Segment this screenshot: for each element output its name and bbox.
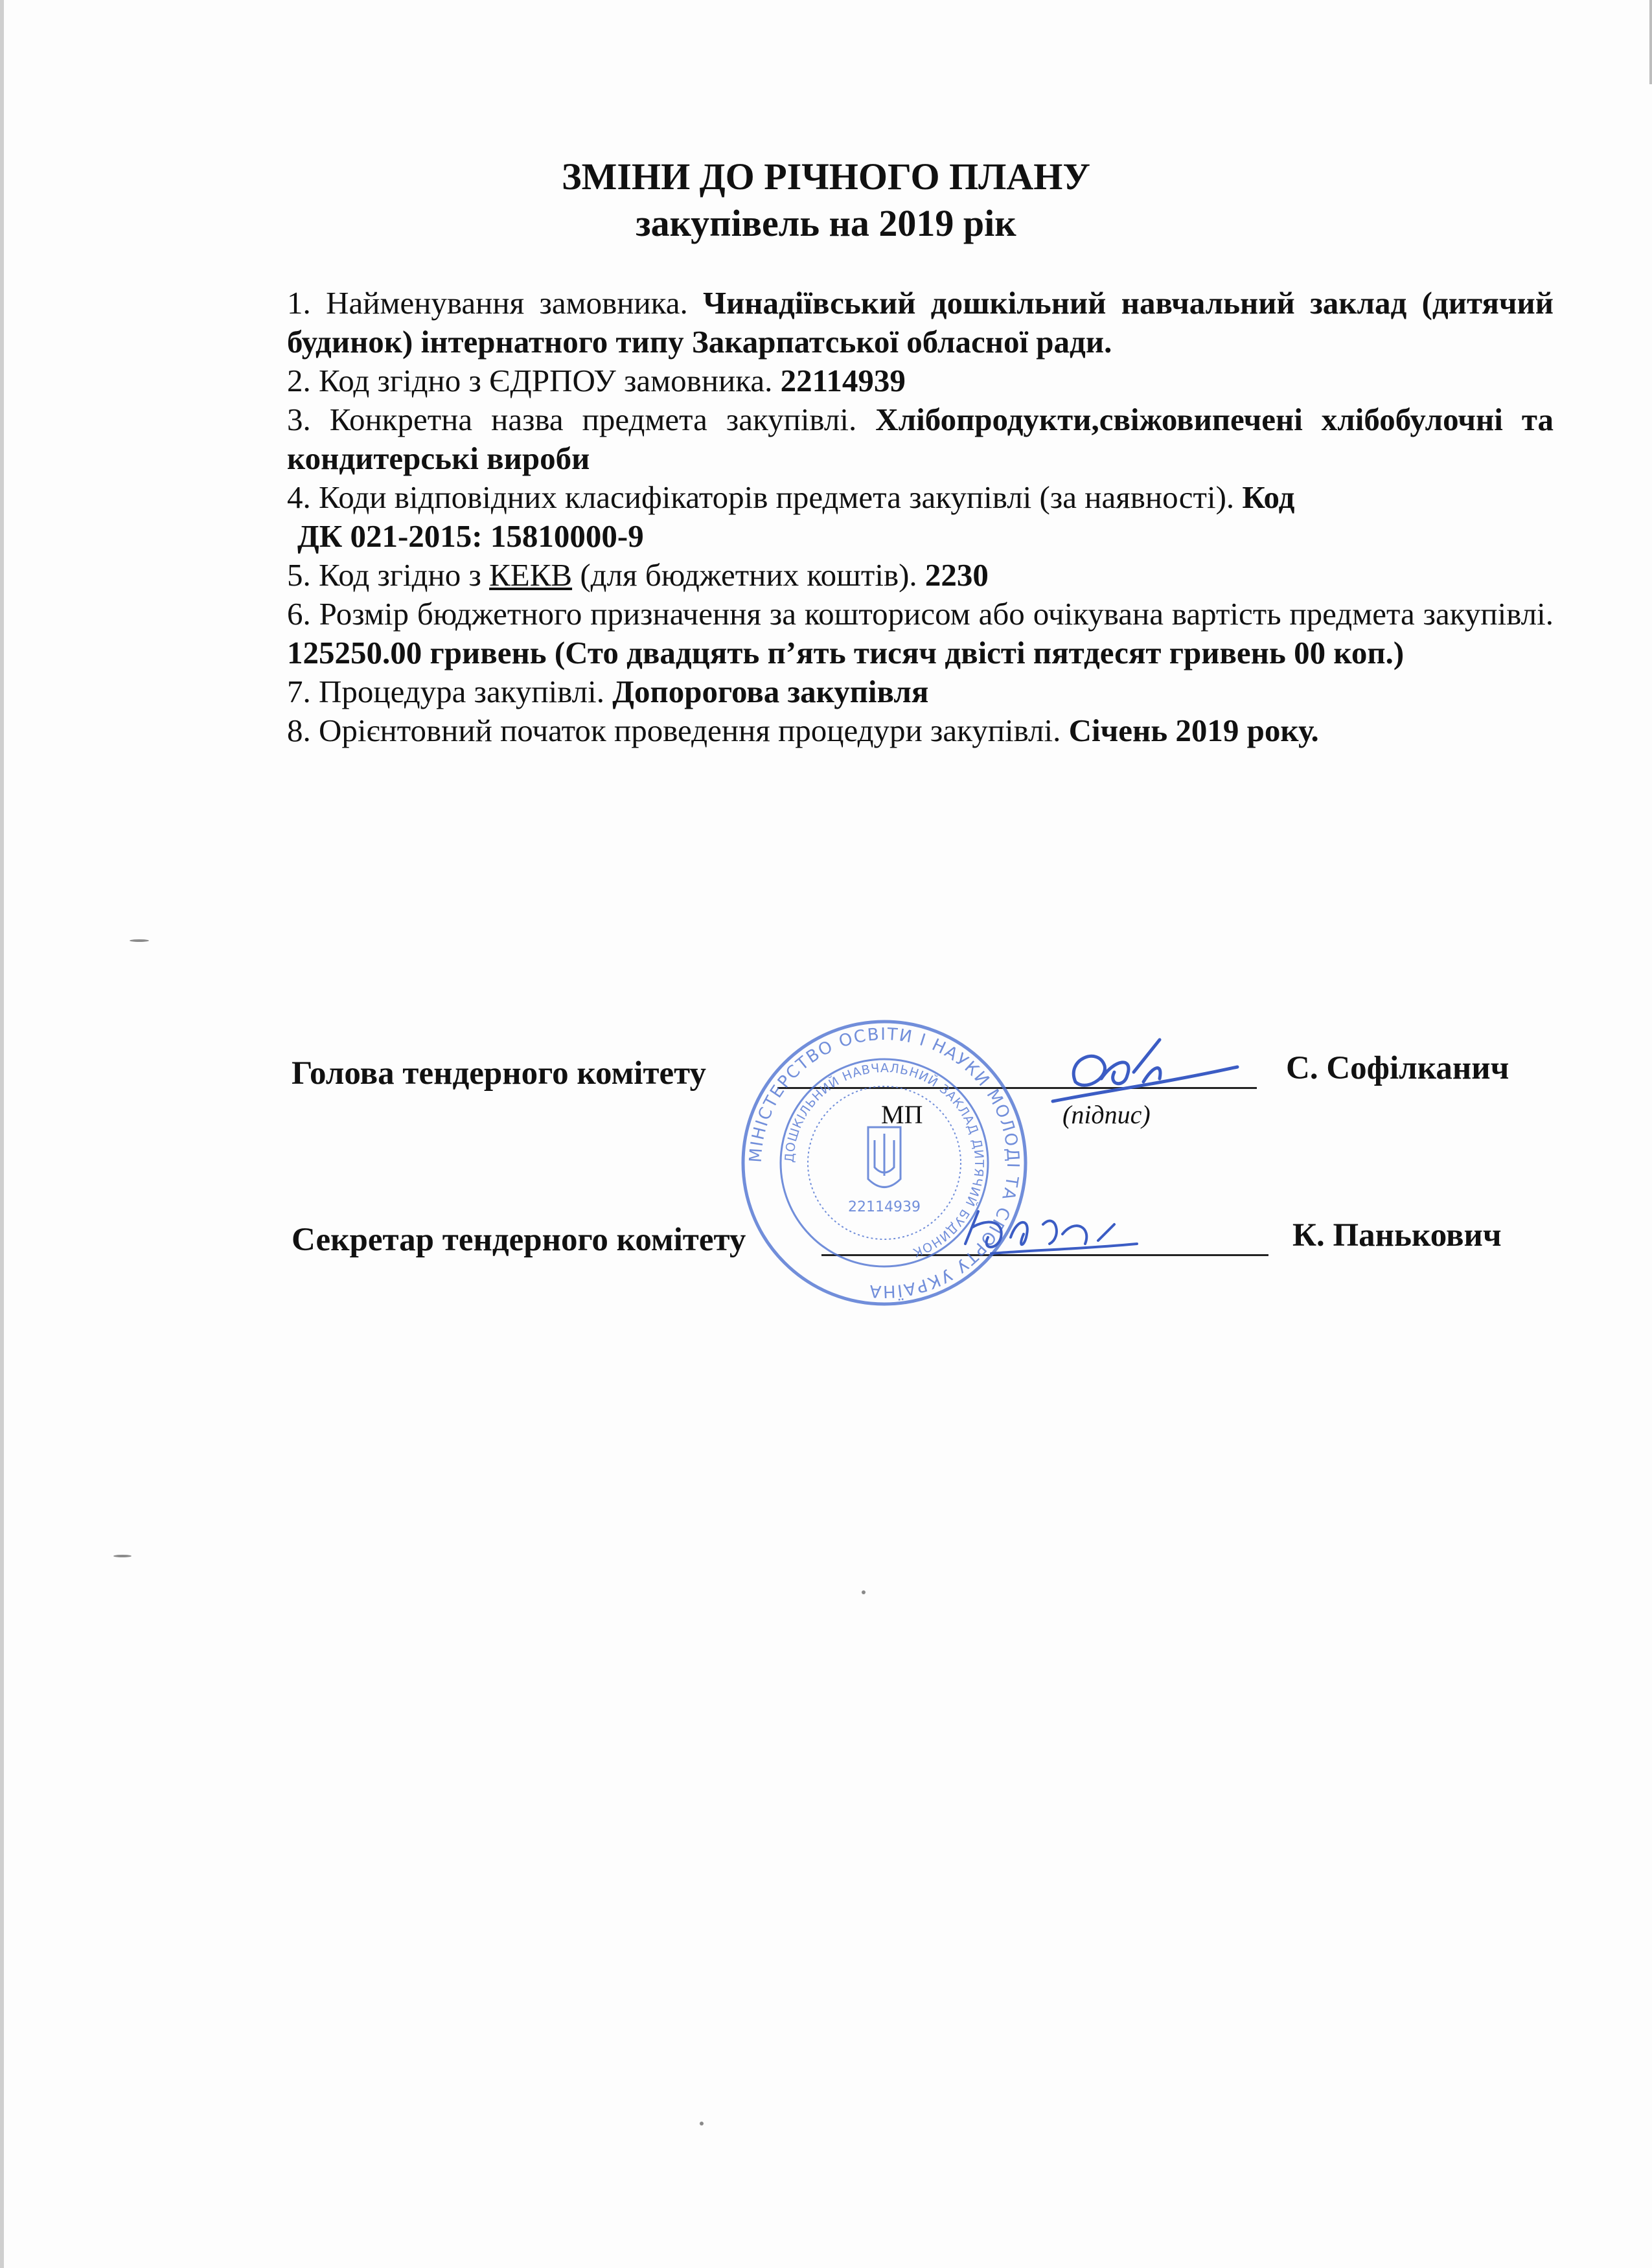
item-label: 7. Процедура закупівлі. — [287, 674, 613, 709]
scan-speck — [113, 1555, 132, 1557]
chair-label: Голова тендерного комітету — [292, 1055, 707, 1092]
item-label: 1. Найменування замовника. — [287, 285, 704, 321]
item-label: 4. Коди відповідних класифікаторів предмета закупівлі (за наявності). — [287, 479, 1243, 515]
item-label: 2. Код згідно з ЄДРПОУ замовника. — [287, 363, 781, 398]
item-budget — [287, 595, 1554, 672]
item-value: 22114939 — [780, 363, 906, 398]
scan-edge-left — [0, 0, 4, 2268]
stamp-label: МП — [881, 1100, 923, 1129]
secretary-handwritten-signature — [952, 1198, 1147, 1276]
chair-name: С. Софілканич — [1286, 1050, 1509, 1086]
chair-handwritten-signature — [1030, 1020, 1244, 1143]
signature-caption: (підпис) — [1062, 1100, 1151, 1129]
item-label: 6. Розмір бюджетного призначення за кошторисом або очікувана вартість предмета закупівлі. — [287, 596, 1554, 632]
scan-speck — [862, 1590, 866, 1594]
scan-speck — [700, 2122, 704, 2125]
secretary-name: К. Панькович — [1292, 1217, 1502, 1254]
item-value: Чинадіївський дошкільний навчальний заклад (дитячий будинок) інтернатного типу Закарпатської обласної ради. — [287, 285, 1554, 360]
item-procedure — [287, 672, 1554, 711]
item-label: 3. Конкретна назва предмета закупівлі. — [287, 402, 876, 437]
item-value: 125250.00 гривень (Сто двадцять п’ять тисяч двісті пятдесят гривень 00 коп.) — [287, 635, 1405, 670]
item-value: Січень 2019 року. — [1068, 713, 1319, 748]
item-classifier — [287, 478, 1554, 556]
item-value: 2230 — [924, 557, 989, 593]
item-value: Хлібопродукти,свіжовипечені хлібобулочні та кондитерські вироби — [287, 402, 1554, 476]
document-subtitle: закупівель на 2019 рік — [636, 202, 1016, 244]
item-customer-name — [287, 284, 1554, 361]
plan-items — [287, 284, 1554, 750]
kekv-link: КЕКВ — [489, 557, 573, 593]
item-label: 5. Код згідно з — [287, 557, 490, 593]
item-label-suffix: (для бюджетних коштів). — [572, 557, 925, 593]
scan-speck — [130, 939, 149, 942]
secretary-label: Секретар тендерного комітету — [292, 1222, 746, 1258]
item-start-date — [287, 711, 1554, 750]
item-value: Код — [1242, 479, 1295, 515]
scan-edge-right — [1649, 0, 1652, 84]
item-value-code: ДК 021-2015: 15810000-9 — [297, 518, 644, 554]
item-label: 8. Орієнтовний початок проведення процедури закупівлі. — [287, 713, 1069, 748]
item-edrpou — [287, 361, 1554, 400]
trident-icon — [868, 1127, 901, 1187]
stamp-code: 22114939 — [848, 1199, 921, 1215]
item-kekv — [287, 556, 1554, 595]
stamp-inner-textpath: ДОШКІЛЬНИЙ НАВЧАЛЬНИЙ ЗАКЛАД ДИТЯЧИЙ БУДИНОК — [782, 1060, 987, 1260]
item-subject — [287, 400, 1554, 478]
document-title: ЗМІНИ ДО РІЧНОГО ПЛАНУ — [562, 155, 1090, 198]
stamp-outer-textpath: МІНІСТЕРСТВО ОСВІТИ І НАУКИ МОЛОДІ ТА СПОРТУ УКРАЇНА — [746, 1024, 1023, 1301]
item-value: Допорогова закупівля — [612, 674, 929, 709]
